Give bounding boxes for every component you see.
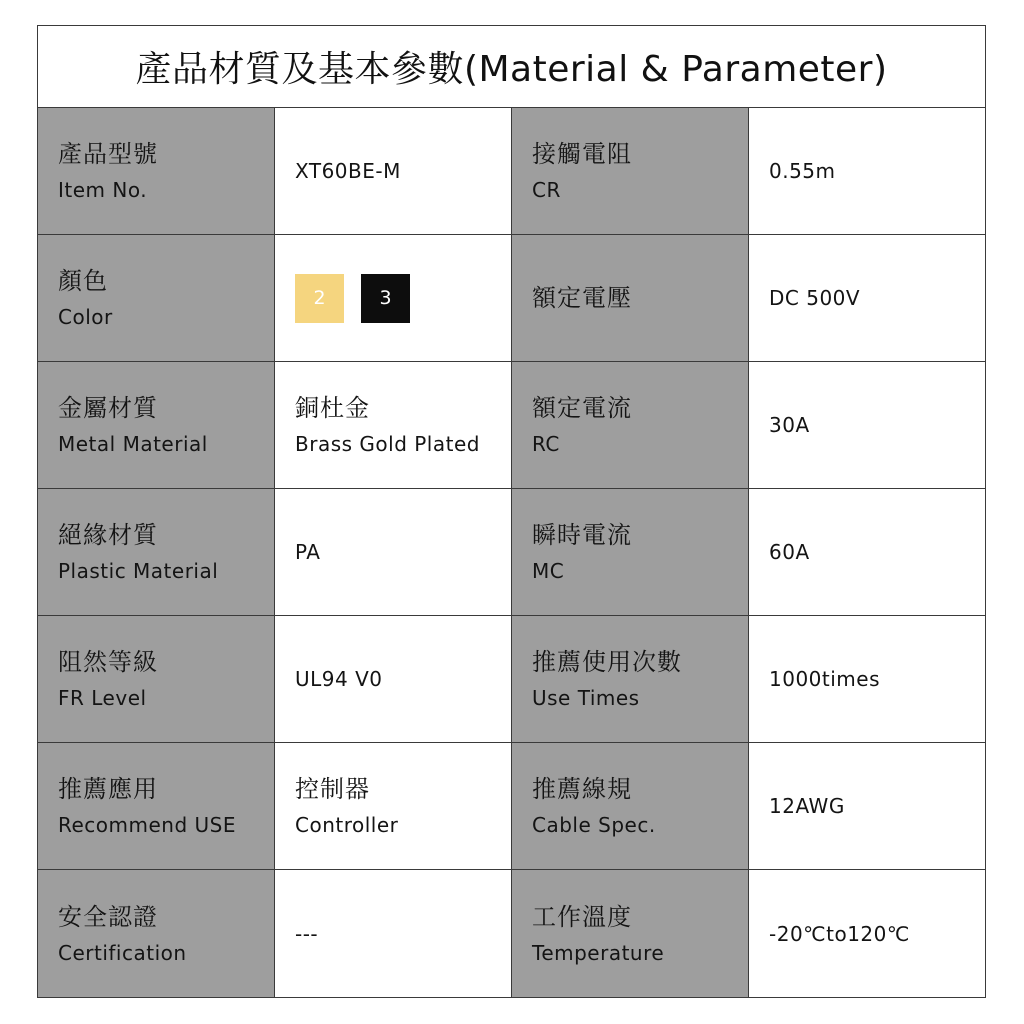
value-metal-material	[275, 362, 512, 489]
label-en: RC	[532, 432, 560, 456]
label-zh: 絕緣材質	[58, 521, 158, 549]
label-zh: 推薦線規	[532, 775, 632, 803]
label-zh: 額定電流	[532, 394, 632, 422]
label-zh: 安全認證	[58, 902, 158, 931]
value-text: 0.55m	[769, 159, 836, 183]
label-en: Use Times	[532, 686, 640, 710]
label-metal-material	[38, 362, 275, 489]
label-plastic-material	[38, 489, 275, 616]
value-temperature	[749, 870, 985, 997]
label-en: Item No.	[58, 178, 148, 202]
value-rated-voltage	[749, 235, 985, 362]
label-rated-voltage	[512, 235, 749, 362]
label-use-times	[512, 616, 749, 743]
label-fr-level	[38, 616, 275, 743]
label-en: MC	[532, 559, 565, 583]
label-en: FR Level	[58, 686, 147, 710]
value-text: XT60BE-M	[295, 159, 401, 183]
label-zh: 顏色	[58, 267, 108, 295]
value-text: ---	[295, 921, 319, 946]
value-zh: 銅杜金	[295, 394, 370, 422]
label-en: Temperature	[532, 940, 665, 965]
value-text: PA	[295, 540, 321, 564]
value-text: 12AWG	[769, 794, 845, 818]
value-zh: 控制器	[295, 775, 370, 803]
label-en: CR	[532, 178, 561, 202]
value-en: Brass Gold Plated	[295, 432, 480, 456]
label-cr	[512, 108, 749, 235]
value-text: 1000times	[769, 667, 881, 691]
label-mc	[512, 489, 749, 616]
label-zh: 工作溫度	[532, 902, 632, 931]
label-zh: 金屬材質	[58, 394, 158, 422]
value-color	[275, 235, 512, 362]
value-recommend-use	[275, 743, 512, 870]
parameter-sheet	[37, 25, 986, 998]
label-cable-spec	[512, 743, 749, 870]
label-color	[38, 235, 275, 362]
label-en: Recommend USE	[58, 813, 237, 837]
value-mc	[749, 489, 985, 616]
value-rc	[749, 362, 985, 489]
color-swatch-black: 3	[361, 274, 410, 323]
value-plastic-material	[275, 489, 512, 616]
value-text: UL94 V0	[295, 667, 383, 691]
value-text: DC 500V	[769, 286, 861, 310]
label-en: Metal Material	[58, 432, 208, 456]
label-zh: 推薦應用	[58, 775, 158, 803]
label-zh: 瞬時電流	[532, 521, 632, 549]
label-zh: 阻然等級	[58, 648, 158, 676]
value-text: -20℃to120℃	[769, 921, 910, 946]
parameter-table	[38, 108, 985, 997]
value-text: 30A	[769, 413, 810, 437]
label-zh: 推薦使用次數	[532, 648, 682, 676]
color-swatches	[295, 274, 511, 323]
label-recommend-use	[38, 743, 275, 870]
page-title: 產品材質及基本參數(Material & Parameter)	[135, 49, 888, 90]
value-use-times	[749, 616, 985, 743]
value-cr	[749, 108, 985, 235]
label-item-no	[38, 108, 275, 235]
color-swatch-gold: 2	[295, 274, 344, 323]
label-zh: 產品型號	[58, 140, 158, 168]
label-zh: 額定電壓	[532, 284, 632, 312]
label-zh: 接觸電阻	[532, 140, 632, 168]
label-en: Cable Spec.	[532, 813, 656, 837]
value-certification	[275, 870, 512, 997]
label-en: Certification	[58, 940, 187, 965]
label-certification	[38, 870, 275, 997]
value-cable-spec	[749, 743, 985, 870]
label-en: Color	[58, 305, 113, 329]
label-rc	[512, 362, 749, 489]
label-en: Plastic Material	[58, 559, 219, 583]
value-en: Controller	[295, 813, 399, 837]
value-fr-level	[275, 616, 512, 743]
label-temperature	[512, 870, 749, 997]
value-text: 60A	[769, 540, 810, 564]
title-bar	[38, 26, 985, 108]
value-item-no	[275, 108, 512, 235]
